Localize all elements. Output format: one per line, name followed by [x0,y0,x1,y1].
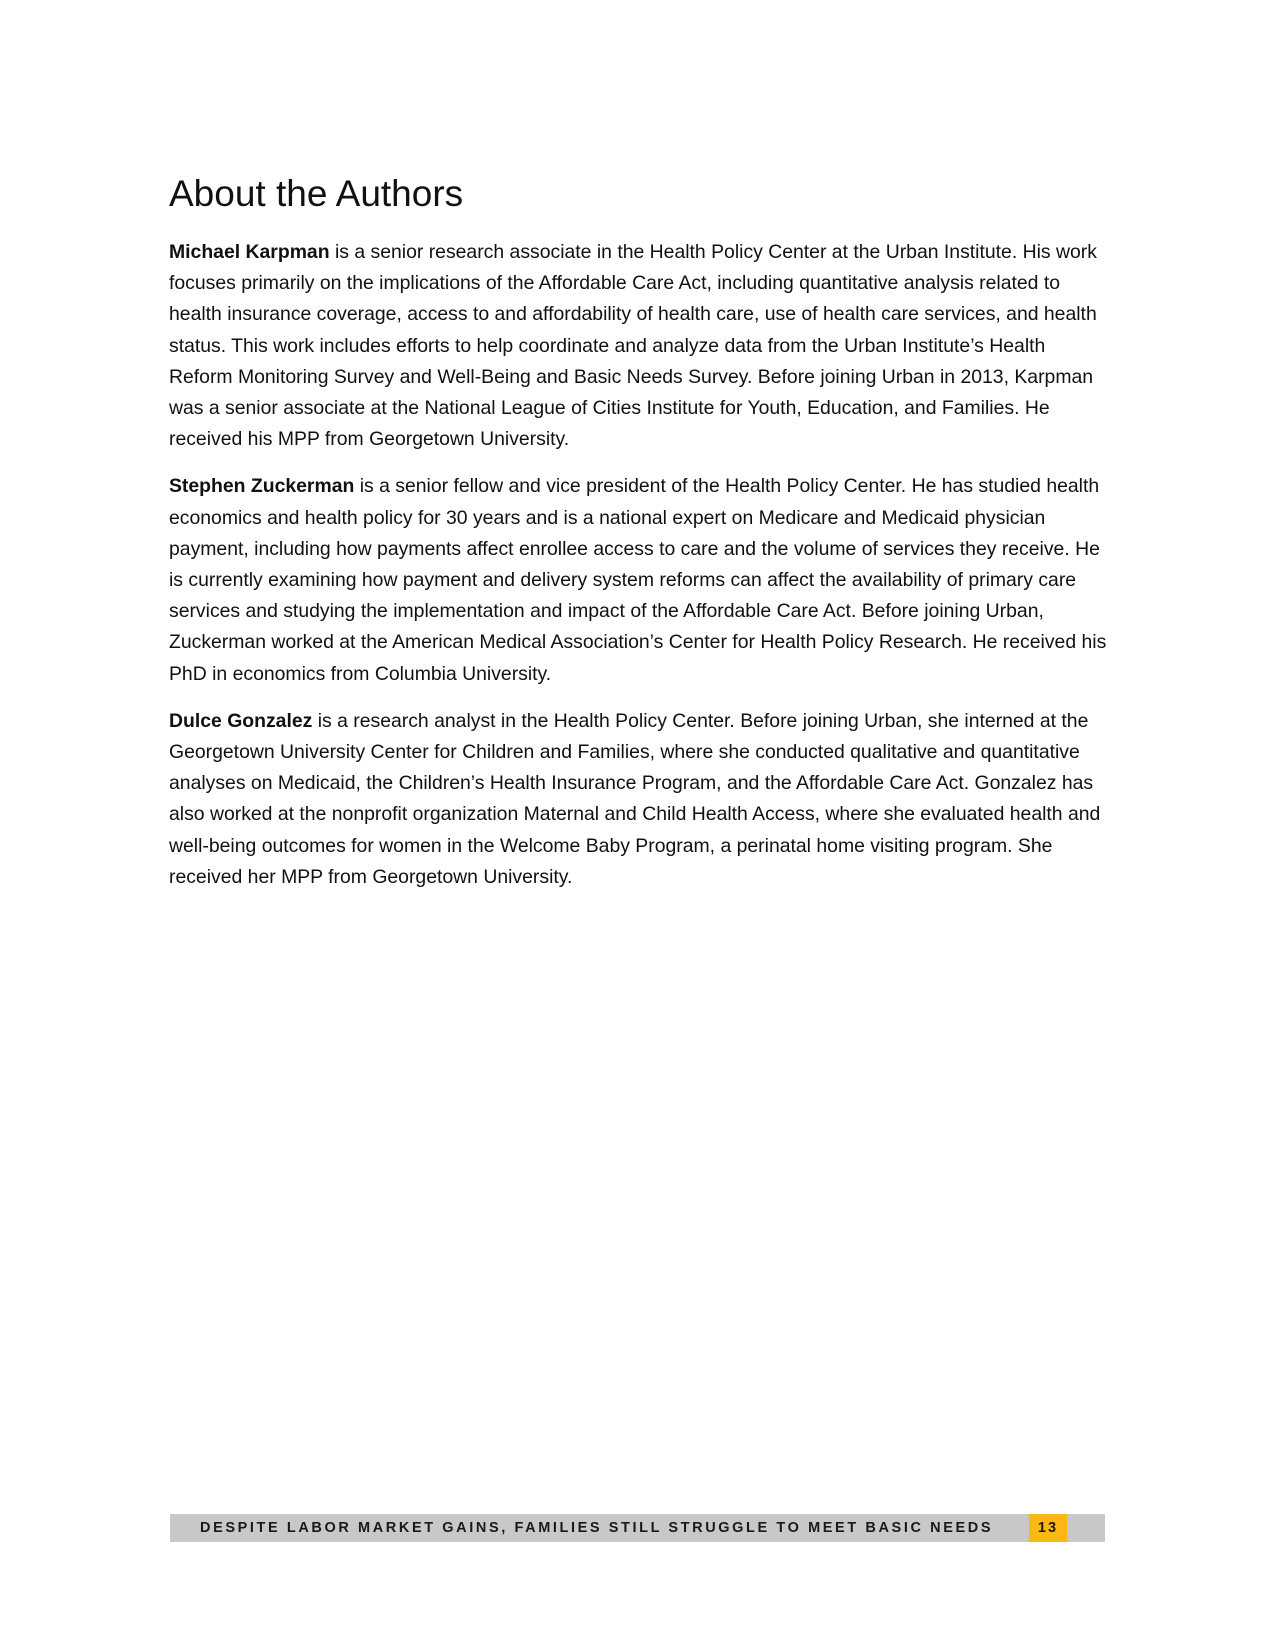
author-bio-text: is a senior fellow and vice president of the Health Policy Center. He has studied health economics and health policy for 30 years and is a national expert on Medicare and Medicaid physician payment, including how payments affect enrollee access to care and the volume of services they receive. He is currently examining how payment and delivery system reforms can affect the availability of primary care services and studying the implementation and impact of the Affordable Care Act. Before joining Urban, Zuckerman worked at the American Medical Association’s Center for Health Policy Research. He received his PhD in economics from Columbia University. [169,475,1107,685]
author-bio-text: is a senior research associate in the Health Policy Center at the Urban Institute. His work focuses primarily on the implications of the Affordable Care Act, including quantitative analysis related to health insurance coverage, access to and affordability of health care, use of health care services, and health status. This work includes efforts to help coordinate and analyze data from the Urban Institute’s Health Reform Monitoring Survey and Well-Being and Basic Needs Survey. Before joining Urban in 2013, Karpman was a senior associate at the National League of Cities Institute for Youth, Education, and Families. He received his MPP from Georgetown University. [169,241,1097,451]
page-number: 13 [1029,1514,1067,1542]
author-bios [169,237,1114,909]
author-bio-zuckerman [169,471,1114,689]
running-title: DESPITE LABOR MARKET GAINS, FAMILIES STILL STRUGGLE TO MEET BASIC NEEDS [200,1520,994,1536]
footer-bar [170,1514,1105,1542]
author-bio-text: is a research analyst in the Health Policy Center. Before joining Urban, she interned at the Georgetown University Center for Children and Families, where she conducted qualitative and quantitative analyses on Medicaid, the Children’s Health Insurance Program, and the Affordable Care Act. Gonzalez has also worked at the nonprofit organization Maternal and Child Health Access, where she evaluated health and well-being outcomes for women in the Welcome Baby Program, a perinatal home visiting program. She received her MPP from Georgetown University. [169,709,1101,888]
author-bio-karpman [169,237,1114,455]
author-bio-gonzalez [169,706,1114,893]
page-title: About the Authors [169,173,464,214]
author-name: Stephen Zuckerman [169,475,355,498]
author-name: Dulce Gonzalez [169,709,313,732]
author-name: Michael Karpman [169,241,330,263]
